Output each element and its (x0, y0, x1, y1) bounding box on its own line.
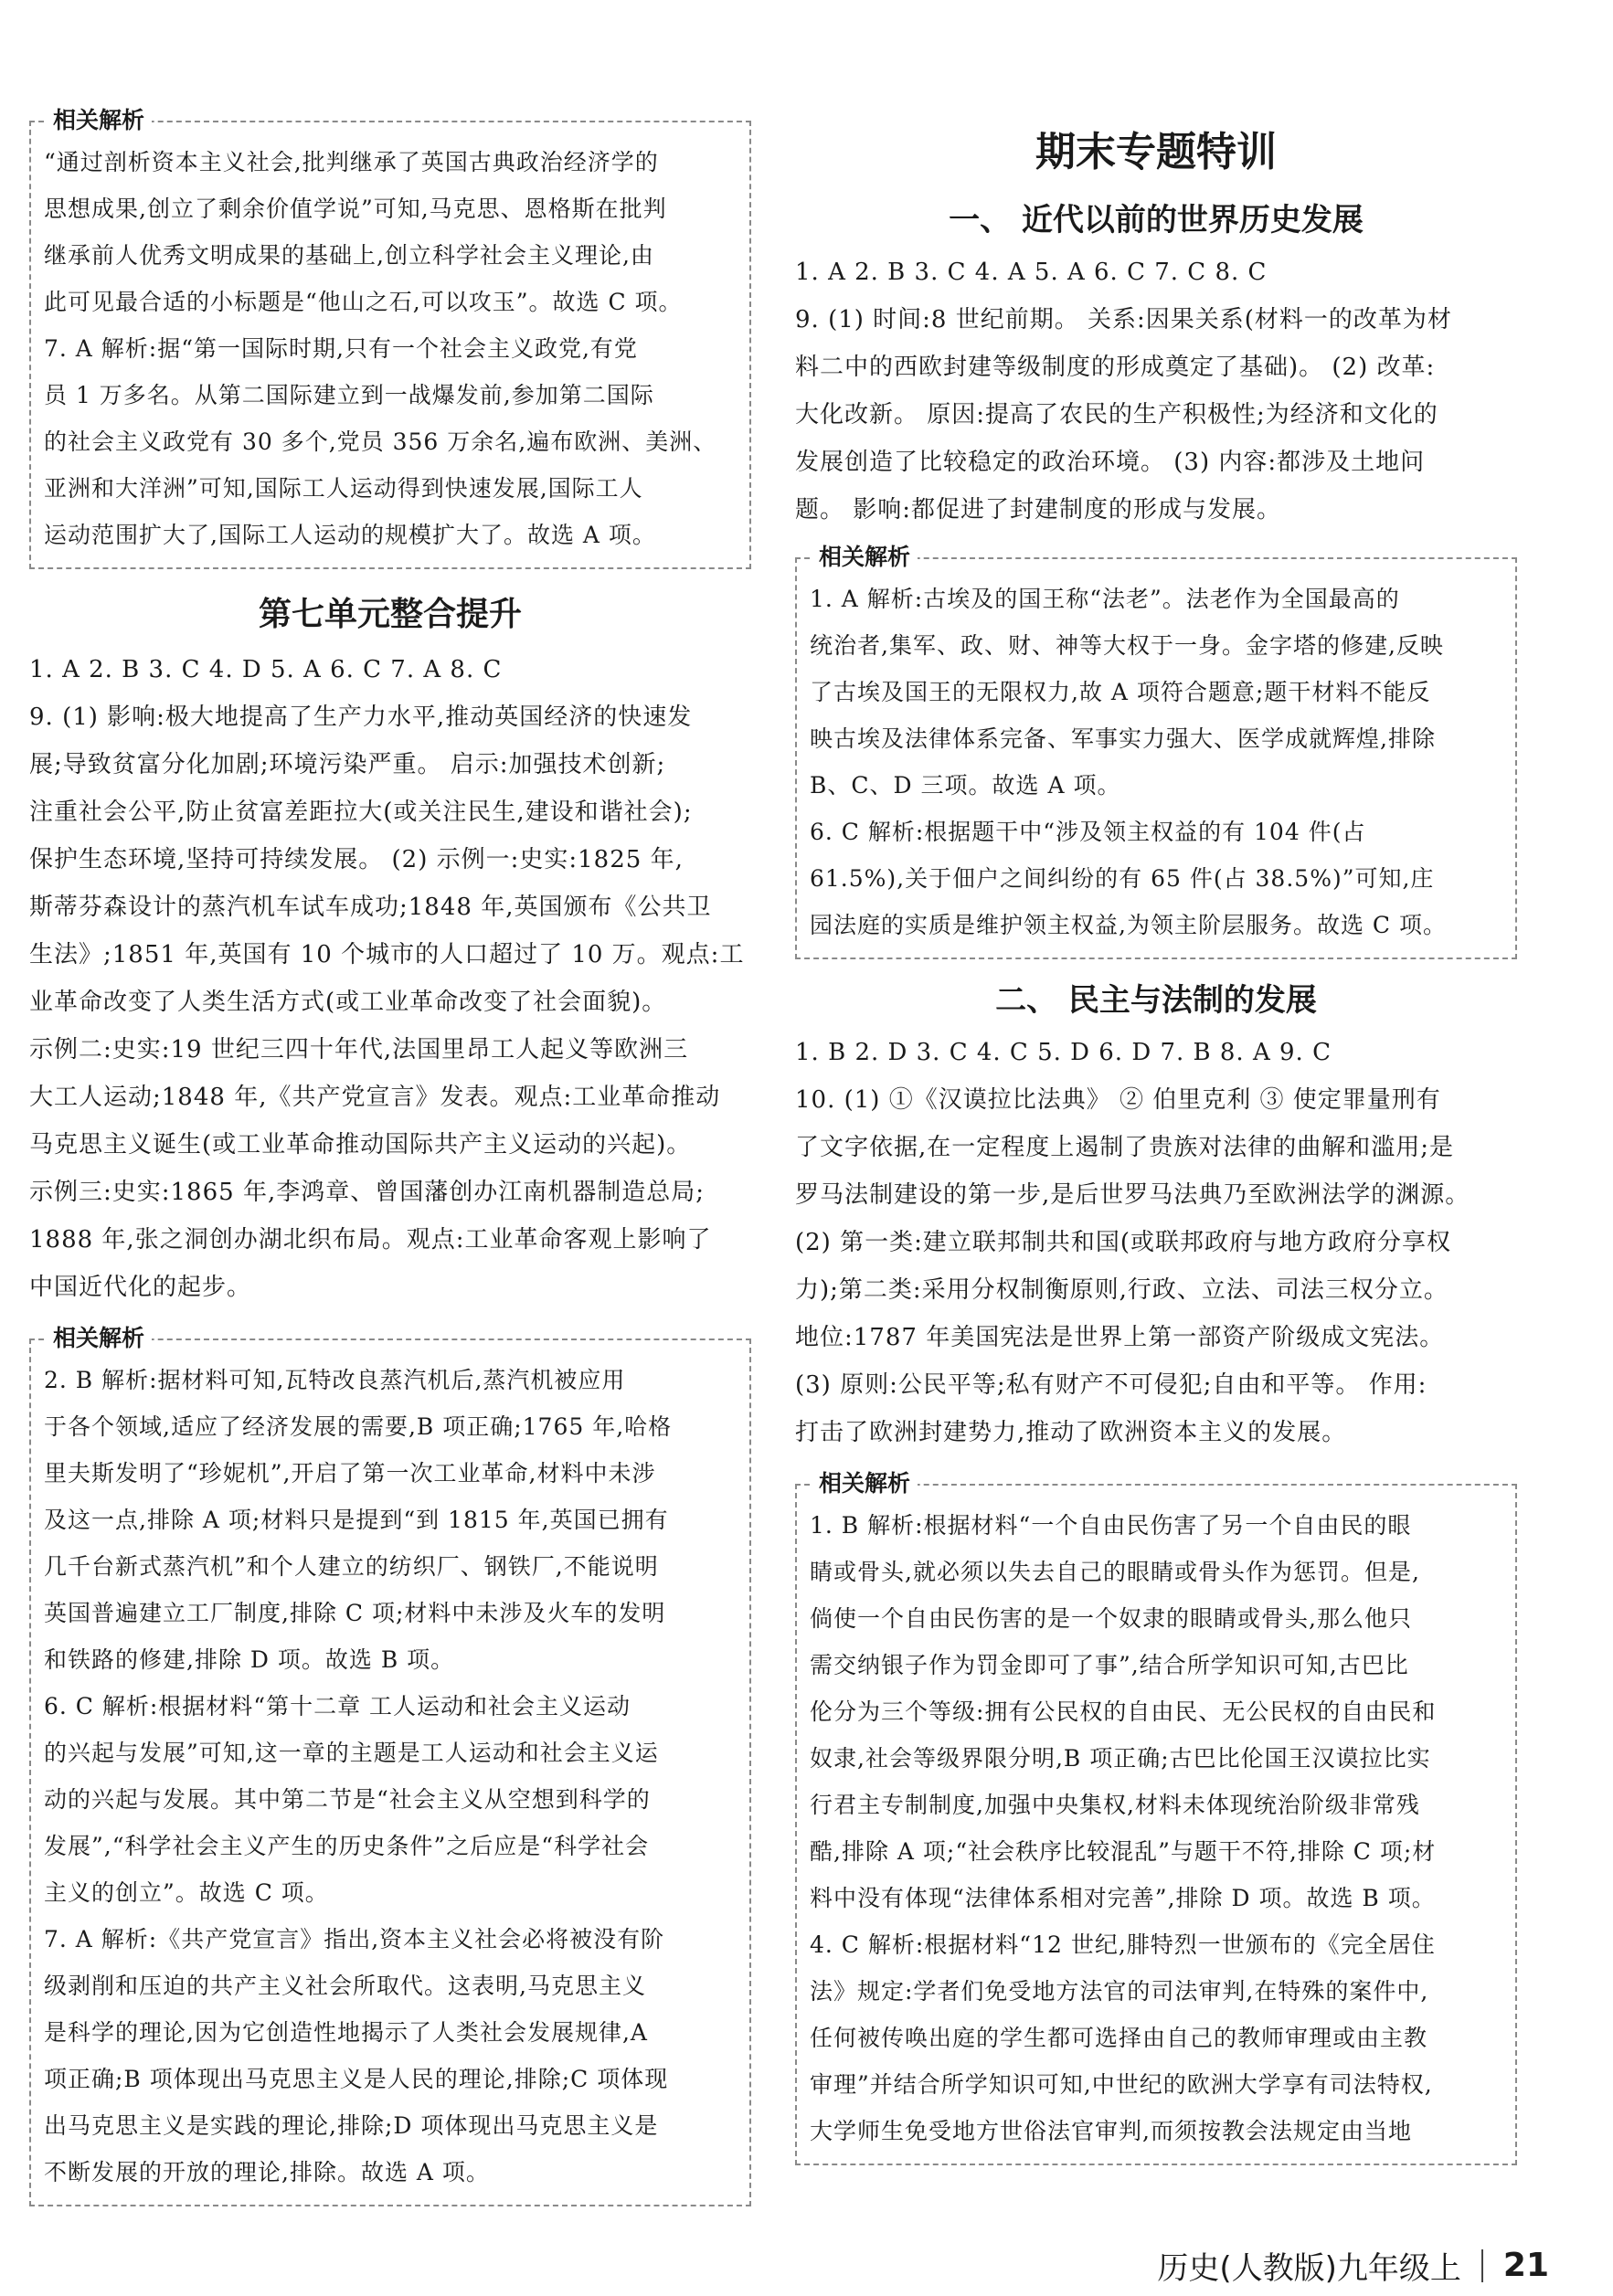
section-title: 第七单元整合提升 (258, 596, 522, 633)
text-line: 斯蒂芬森设计的蒸汽机车试车成功;1848 年,英国颁布《公共卫 (29, 894, 712, 921)
text-line: 于各个领域,适应了经济发展的需要,B 项正确;1765 年,哈格 (44, 1413, 673, 1440)
text-line: (3) 原则:公民平等;私有财产不可侵犯;自由和平等。 作用: (795, 1371, 1427, 1399)
answers-block (795, 1029, 1517, 1456)
text-line: 级剥削和压迫的共产主义社会所取代。这表明,马克思主义 (44, 1973, 646, 1999)
text-line: 地位:1787 年美国宪法是世界上第一部资产阶级成文宪法。 (795, 1324, 1445, 1351)
text-line: 和铁路的修建,排除 D 项。故选 B 项。 (44, 1646, 455, 1673)
text-line: 大化改新。 原因:提高了农民的生产积极性;为经济和文化的 (795, 401, 1438, 429)
text-line: 中国近代化的起步。 (29, 1274, 252, 1301)
text-line: 倘使一个自由民伤害的是一个奴隶的眼睛或骨头,那么他只 (810, 1605, 1412, 1632)
text-line: 睛或骨头,就必须以失去自己的眼睛或骨头作为惩罚。但是, (810, 1559, 1420, 1585)
section-title: 一、 近代以前的世界历史发展 (949, 202, 1364, 238)
text-line: 示例三:史实:1865 年,李鸿章、曾国藩创办江南机器制造总局; (29, 1179, 705, 1206)
text-line: 此可见最合适的小标题是“他山之石,可以攻玉”。故选 C 项。 (44, 289, 683, 315)
text-line: 罗马法制建设的第一步,是后世罗马法典乃至欧洲法学的渊源。 (795, 1181, 1470, 1209)
page-title: 期末专题特训 (1035, 129, 1277, 175)
page-footer (1157, 2243, 1549, 2288)
text-line: 6. C 解析:根据题干中“涉及领主权益的有 104 件(占 (810, 819, 1366, 845)
text-line: 审理”并结合所学知识可知,中世纪的欧洲大学享有司法特权, (810, 2071, 1433, 2098)
analysis-box-label: 相关解析 (812, 1469, 918, 1498)
analysis-lines (44, 1357, 737, 2195)
text-line: 奴隶,社会等级界限分明,B 项正确;古巴比伦国王汉谟拉比实 (810, 1745, 1431, 1772)
text-line: 1. A 2. B 3. C 4. D 5. A 6. C 7. A 8. C (29, 656, 503, 683)
text-line: 注重社会公平,防止贫富差距拉大(或关注民生,建设和谐社会); (29, 799, 693, 826)
text-line: 不断发展的开放的理论,排除。故选 A 项。 (44, 2159, 490, 2185)
text-line: 9. (1) 时间:8 世纪前期。 关系:因果关系(材料一的改革为材 (795, 306, 1452, 333)
text-line: 员 1 万多名。从第二国际建立到一战爆发前,参加第二国际 (44, 382, 654, 408)
text-line: 力);第二类:采用分权制衡原则,行政、立法、司法三权分立。 (795, 1276, 1449, 1304)
text-line: 1. B 解析:根据材料“一个自由民伤害了另一个自由民的眼 (810, 1512, 1412, 1539)
analysis-box (795, 1470, 1517, 2165)
text-line: 行君主专制制度,加强中央集权,材料未体现统治阶级非常残 (810, 1792, 1420, 1818)
text-line: 7. A 解析:据“第一国际时期,只有一个社会主义政党,有党 (44, 335, 638, 362)
section-title: 二、 民主与法制的发展 (995, 982, 1317, 1019)
text-line: 发展”,“科学社会主义产生的历史条件”之后应是“科学社会 (44, 1833, 650, 1859)
text-line: 几千台新式蒸汽机”和个人建立的纺织厂、钢铁厂,不能说明 (44, 1553, 659, 1580)
page-number: 21 (1502, 2247, 1549, 2284)
text-line: 6. C 解析:根据材料“第十二章 工人运动和社会主义运动 (44, 1693, 631, 1719)
right-column (795, 0, 1517, 2165)
text-line: 生法》;1851 年,英国有 10 个城市的人口超过了 10 万。观点:工 (29, 941, 745, 968)
text-line: 出马克思主义是实践的理论,排除;D 项体现出马克思主义是 (44, 2112, 659, 2139)
text-line: 酷,排除 A 项;“社会秩序比较混乱”与题干不符,排除 C 项;材 (810, 1838, 1437, 1865)
text-line: 伦分为三个等级:拥有公民权的自由民、无公民权的自由民和 (810, 1698, 1437, 1725)
text-line: 统治者,集军、政、财、神等大权于一身。金字塔的修建,反映 (810, 632, 1444, 659)
text-line: 亚洲和大洋洲”可知,国际工人运动得到快速发展,国际工人 (44, 475, 643, 502)
text-line: 任何被传唤出庭的学生都可选择由自己的教师审理或由主教 (810, 2025, 1428, 2051)
footer-subject: 历史(人教版)九年级上 (1157, 2250, 1461, 2287)
text-line: 发展创造了比较稳定的政治环境。 (3) 内容:都涉及土地问 (795, 449, 1426, 476)
text-line: 1. A 解析:古埃及的国王称“法老”。法老作为全国最高的 (810, 586, 1400, 612)
text-line: (2) 第一类:建立联邦制共和国(或联邦政府与地方政府分享权 (795, 1229, 1451, 1256)
text-line: 里夫斯发明了“珍妮机”,开启了第一次工业革命,材料中未涉 (44, 1460, 656, 1487)
text-line: 2. B 解析:据材料可知,瓦特改良蒸汽机后,蒸汽机被应用 (44, 1367, 626, 1393)
text-line: 思想成果,创立了剩余价值学说”可知,马克思、恩格斯在批判 (44, 196, 667, 222)
text-line: 1. B 2. D 3. C 4. C 5. D 6. D 7. B 8. A 9. C (795, 1039, 1332, 1066)
text-line: 是科学的理论,因为它创造性地揭示了人类社会发展规律,A (44, 2019, 648, 2046)
analysis-box-label: 相关解析 (812, 543, 918, 572)
text-line: 打击了欧洲封建势力,推动了欧洲资本主义的发展。 (795, 1419, 1347, 1446)
text-line: 继承前人优秀文明成果的基础上,创立科学社会主义理论,由 (44, 242, 654, 269)
text-line: 料二中的西欧封建等级制度的形成奠定了基础)。 (2) 改革: (795, 354, 1436, 381)
text-line: 主义的创立”。故选 C 项。 (44, 1879, 329, 1906)
text-line: 1. A 2. B 3. C 4. A 5. A 6. C 7. C 8. C (795, 259, 1268, 286)
text-line: 运动范围扩大了,国际工人运动的规模扩大了。故选 A 项。 (44, 522, 656, 548)
analysis-box (795, 544, 1517, 959)
text-line: 业革命改变了人类生活方式(或工业革命改变了社会面貌)。 (29, 989, 667, 1016)
text-line: 的社会主义政党有 30 多个,党员 356 万余名,遍布欧洲、美洲、 (44, 429, 717, 455)
text-line: B、C、D 三项。故选 A 项。 (810, 772, 1121, 799)
text-line: 示例二:史实:19 世纪三四十年代,法国里昂工人起义等欧洲三 (29, 1036, 689, 1063)
text-line: 了古埃及国王的无限权力,故 A 项符合题意;题干材料不能反 (810, 679, 1431, 705)
analysis-box (29, 1325, 751, 2206)
text-line: 园法庭的实质是维护领主权益,为领主阶层服务。故选 C 项。 (810, 912, 1447, 938)
text-line: 及这一点,排除 A 项;材料只是提到“到 1815 年,英国已拥有 (44, 1507, 669, 1533)
analysis-lines (44, 139, 737, 558)
text-line: 1888 年,张之洞创办湖北织布局。观点:工业革命客观上影响了 (29, 1226, 712, 1254)
text-line: 大学师生免受地方世俗法官审判,而须按教会法规定由当地 (810, 2118, 1412, 2144)
text-line: 了文字依据,在一定程度上遏制了贵族对法律的曲解和滥用;是 (795, 1134, 1455, 1161)
text-line: 保护生态环境,坚持可持续发展。 (2) 示例一:史实:1825 年, (29, 846, 684, 873)
text-line: 大工人运动;1848 年,《共产党宣言》发表。观点:工业革命推动 (29, 1084, 721, 1111)
answers-block (29, 646, 751, 1311)
text-line: 动的兴起与发展。其中第二节是“社会主义从空想到科学的 (44, 1786, 651, 1813)
analysis-box-label: 相关解析 (46, 1324, 152, 1353)
text-line: 英国普遍建立工厂制度,排除 C 项;材料中未涉及火车的发明 (44, 1600, 666, 1626)
text-line: 法》规定:学者们免受地方法官的司法审判,在特殊的案件中, (810, 1978, 1429, 2005)
text-line: 9. (1) 影响:极大地提高了生产力水平,推动英国经济的快速发 (29, 704, 693, 731)
text-line: 料中没有体现“法律体系相对完善”,排除 D 项。故选 B 项。 (810, 1885, 1436, 1911)
analysis-box-label: 相关解析 (46, 106, 152, 135)
text-line: 的兴起与发展”可知,这一章的主题是工人运动和社会主义运 (44, 1740, 659, 1766)
left-column (29, 0, 751, 2206)
text-line: 映古埃及法律体系完备、军事实力强大、医学成就辉煌,排除 (810, 725, 1436, 752)
text-line: 展;导致贫富分化加剧;环境污染严重。 启示:加强技术创新; (29, 751, 666, 778)
text-line: 项正确;B 项体现出马克思主义是人民的理论,排除;C 项体现 (44, 2066, 669, 2092)
text-line: 7. A 解析:《共产党宣言》指出,资本主义社会必将被没有阶 (44, 1926, 665, 1952)
text-line: 题。 影响:都促进了封建制度的形成与发展。 (795, 496, 1282, 524)
text-line: 需交纳银子作为罚金即可了事”,结合所学知识可知,古巴比 (810, 1652, 1409, 1678)
footer-divider (1481, 2249, 1483, 2282)
text-line: 4. C 解析:根据材料“12 世纪,腓特烈一世颁布的《完全居住 (810, 1931, 1436, 1958)
text-line: “通过剖析资本主义社会,批判继承了英国古典政治经济学的 (44, 149, 659, 175)
text-line: 10. (1) ①《汉谟拉比法典》 ② 伯里克利 ③ 使定罪量刑有 (795, 1086, 1441, 1114)
analysis-box (29, 107, 751, 569)
text-line: 61.5%),关于佃户之间纠纷的有 65 件(占 38.5%)”可知,庄 (810, 865, 1435, 892)
answers-block (795, 249, 1517, 534)
analysis-lines (810, 1502, 1502, 2154)
analysis-lines (810, 576, 1502, 948)
text-line: 马克思主义诞生(或工业革命推动国际共产主义运动的兴起)。 (29, 1131, 692, 1159)
